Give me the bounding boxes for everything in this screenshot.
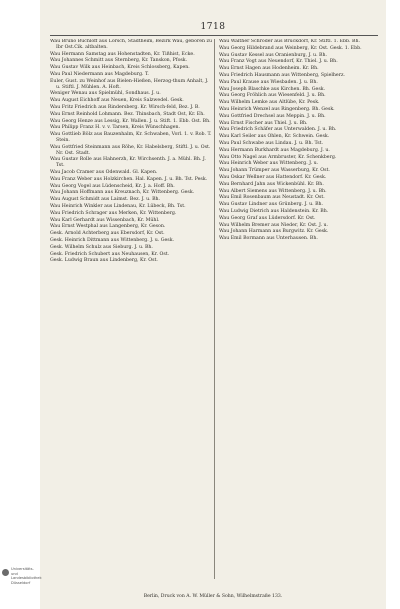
register-entry: Gesk. Friedrich Schubert aus Neuhausen, Kr. Ost.: [50, 251, 170, 257]
document-page: [40, 0, 386, 609]
library-logo-text: [11, 567, 41, 585]
register-entry: Wau Paul Schwabe aus Lindau. J. u. Bh. Tst.: [219, 140, 324, 146]
register-entry: Wau August Schmidt aus Laimst. Bez. J. u. Bh.: [50, 197, 161, 203]
register-entry: Wau Johann Harmann aus Burgwitz. Kr. Gesk.: [219, 229, 329, 235]
header-rule: [50, 35, 378, 36]
register-entry: Wau Heinrich Winkler aus Lindenau, Kr. Lübeck, Bh. Tst.: [50, 203, 186, 209]
register-entry: Wau Gustav Lindner aus Grünberg. J. u. Bh.: [219, 202, 324, 208]
register-entry: Wau Karl Gerhardt aus Wissenbach, Kr. Mühl.: [50, 217, 160, 223]
register-entry: Wau Georg Graf aus Lüdersdorf. Kr. Ost.: [219, 215, 316, 221]
register-entry: Gesk. Wilhelm Schulz aus Sieburg. J. u. Bh.: [50, 244, 153, 250]
register-entry: Wau Johann Trümper aus Wasserburg, Kr. Ost.: [219, 168, 330, 174]
register-entry: Gesk. Ludwig Braun aus Lindenberg, Kr. Ost.: [50, 258, 158, 264]
register-entry: Wau Otto Nagel aus Armbruster, Kr. Schenkberg.: [219, 154, 337, 160]
left-column: [50, 39, 213, 579]
register-entry: Wau Johannes Schmitt aus Sternberg, Kr. Tanskon, Pfosk.: [50, 58, 188, 64]
register-entry: Wau Bruno Buchloff aus Lorsch, Stadtheim, Bezirk Wau, geboren zu Ibr Ost.Cik. altbalten.: [50, 39, 212, 50]
register-entry: Weniger Wenau aus Spielmühl, Sondhaus. J. u.: [50, 91, 161, 97]
register-entry: Wau Georg Vogel aus Lüdenscheid, Kr. J. a. Hoff. Bh.: [50, 183, 175, 189]
register-entry: Wau Ernst Westphal aus Langenberg, Kr. Geson.: [50, 224, 166, 230]
register-entry: Wau Paul Niedermann aus Magdeburg. T.: [50, 71, 149, 77]
register-entry: Wau Heinrich Weber aus Wittenberg. J. u.: [219, 161, 319, 167]
register-entry: Wau Franz Weber aus Holzkirchen. Hal. Kapen. J. u. Bh. Tst. Pesk.: [50, 176, 208, 182]
register-entry: Euler, Gust. zu Weinhof aus Bielen-Hießen, Herzog-thum Anhalt, J. u. Stiftl. J. Mühlen. A. Hoft.: [50, 78, 209, 90]
register-entry: Wau Friedrich Schäfer aus Unterwalden. J. u. Bh.: [219, 127, 337, 133]
register-entry: Wau Johann Hoffmann aus Kreuznach, Kr. Wittenberg. Gesk.: [50, 190, 195, 196]
register-entry: Wau Wilhelm Bremer aus Nieder, Kr. Ost. J. u.: [219, 222, 328, 228]
register-entry: Wau Ludwig Dietrich aus Haldenstein. Kr. Bh.: [219, 208, 329, 214]
register-entry: Wau August Eichhoff aus Neuen, Kreis Salzwedel. Gesk.: [50, 98, 184, 104]
register-entry: Wau Friedrich Hausmann aus Wittenberg, Spielherz.: [219, 72, 345, 78]
register-entry: Wau Friedrich Schrager aus Merken, Kr. Wittenberg.: [50, 210, 177, 216]
register-entry: Wau Bernhard Jahn aus Wickenbühl. Kr. Bh.: [219, 181, 324, 187]
register-entry: Wau Oskar Wellner aus Hattendorf. Kr. Gesk.: [219, 174, 327, 180]
register-entry: Wau Georg Henze aus Lessig, Kr. Wallen. J. u. Stift. 1. Ebb. Ost. Bh.: [50, 118, 211, 124]
register-entry: Wau Ernst Hagen aus Hodenheim. Kr. Bh.: [219, 66, 319, 72]
printer-footer: Berlin, Druck von A. W. Müller & Sohn, Wilhelmstraße 133.: [143, 594, 283, 599]
library-logo: [2, 565, 42, 595]
register-entry: Wau Ernst Fischer aus Thiel. J. u. Bh.: [219, 120, 308, 126]
register-entry: Wau Paul Krause aus Wiesbaden. J. u. Bh.: [219, 79, 318, 85]
register-entry: Wau Walther Schröder aus Bruckdorf, Kr. Stiftl. 1. Ebb. Bh.: [219, 39, 360, 44]
register-entry: Wau Ernst Reinhold Lohmann. Bez. Thinsbach, Stadt Ost, Kr. Eh.: [50, 111, 205, 117]
register-entry: Wau Hermann Burkhardt aus Magdeburg. J. u.: [219, 147, 330, 153]
register-entry: Wau Gottfried Drechsel aus Meppin. J. u. Bh.: [219, 113, 326, 119]
register-entry: Wau Heinrich Wenzel aus Ringenberg. Bh. Gesk.: [219, 106, 335, 112]
register-entry: Wau Joseph Blaschke aus Kirchen. Bh. Gesk.: [219, 86, 326, 92]
library-logo-line: Landesbibliothek Düsseldorf: [11, 576, 42, 585]
register-entry: Wau Emil Rosenbaum aus Neustadt. Kr. Ost.: [219, 195, 325, 201]
register-entry: Wau Gottfried Steinmann aus Röhe, Kr. Habelsberg, Stiftl. J. u. Ost. Nr. Ost. Stadt.: [50, 144, 211, 156]
column-divider: [214, 39, 215, 579]
library-logo-icon: [2, 569, 9, 576]
register-entry: Wau Philipp Franz H. v. v. Tarsen, Kreis Wünschhagen.: [50, 125, 181, 131]
register-entry: Wau Georg Fröhlich aus Wiesenfeld. J. u. Bh.: [219, 93, 326, 99]
library-logo-line: Universitäts- und: [11, 567, 34, 576]
register-entry: Wau Gustav Kessel aus Oranienburg, J. u. Bh.: [219, 52, 328, 58]
register-entry: Wau Franz Vogt aus Neuendorf, Kr. Thiel. J. u. Bh.: [219, 59, 338, 65]
register-entry: Wau Hermann Samstag aus Hohenstadten, Kr. Tißhist, Ecke.: [50, 51, 195, 57]
register-entry: Wau Karl Seiler aus Ohlen, Kr. Schwein. Gesk.: [219, 134, 330, 140]
register-entry: Wau Gustav Rolle aus Hahnerzh, Kr. Wirchsenth. J. a. Mühl. Bh. J. Tst.: [50, 157, 206, 169]
register-entry: Wau Gottlieb Bölz aus Bauzenhalm, Kr. Schwaben, Vorl. 1. v. Rob. T. Stein.: [50, 132, 212, 143]
register-entry: Wau Jacob Cramer aus Odenwald. Gl. Kapen.: [50, 169, 158, 175]
register-entry: Wau Wilhelm Lemke aus Altlübe, Kr. Pesk.: [219, 100, 320, 106]
register-entry: Gesk. Arnold Achterberg aus Ebersdorf, Kr. Ost.: [50, 231, 165, 237]
page-number: 1718: [200, 22, 226, 32]
register-entry: Wau Fritz Friedrich aus Rindersberg. Kr. Wirsch-feld, Bez. J. B.: [50, 104, 200, 110]
right-column: [219, 39, 382, 579]
register-entry: Wau Georg Hildebrand aus Weinberg, Kr. Ost. Gesk. 1. Ebb.: [219, 45, 362, 51]
register-entry: Wau Emil Bormann aus Unterhausen. Bh.: [219, 236, 318, 242]
register-entry: Wau Albert Siemens aus Wittenberg. J. u. Bh.: [219, 188, 327, 194]
register-entry: Gesk. Heinrich Dittmann aus Wittenberg. J. u. Gesk.: [50, 237, 175, 243]
register-entry: Wau Gustav Wilk aus Heinbach, Kreis Schlossberg, Kapen.: [50, 65, 190, 71]
